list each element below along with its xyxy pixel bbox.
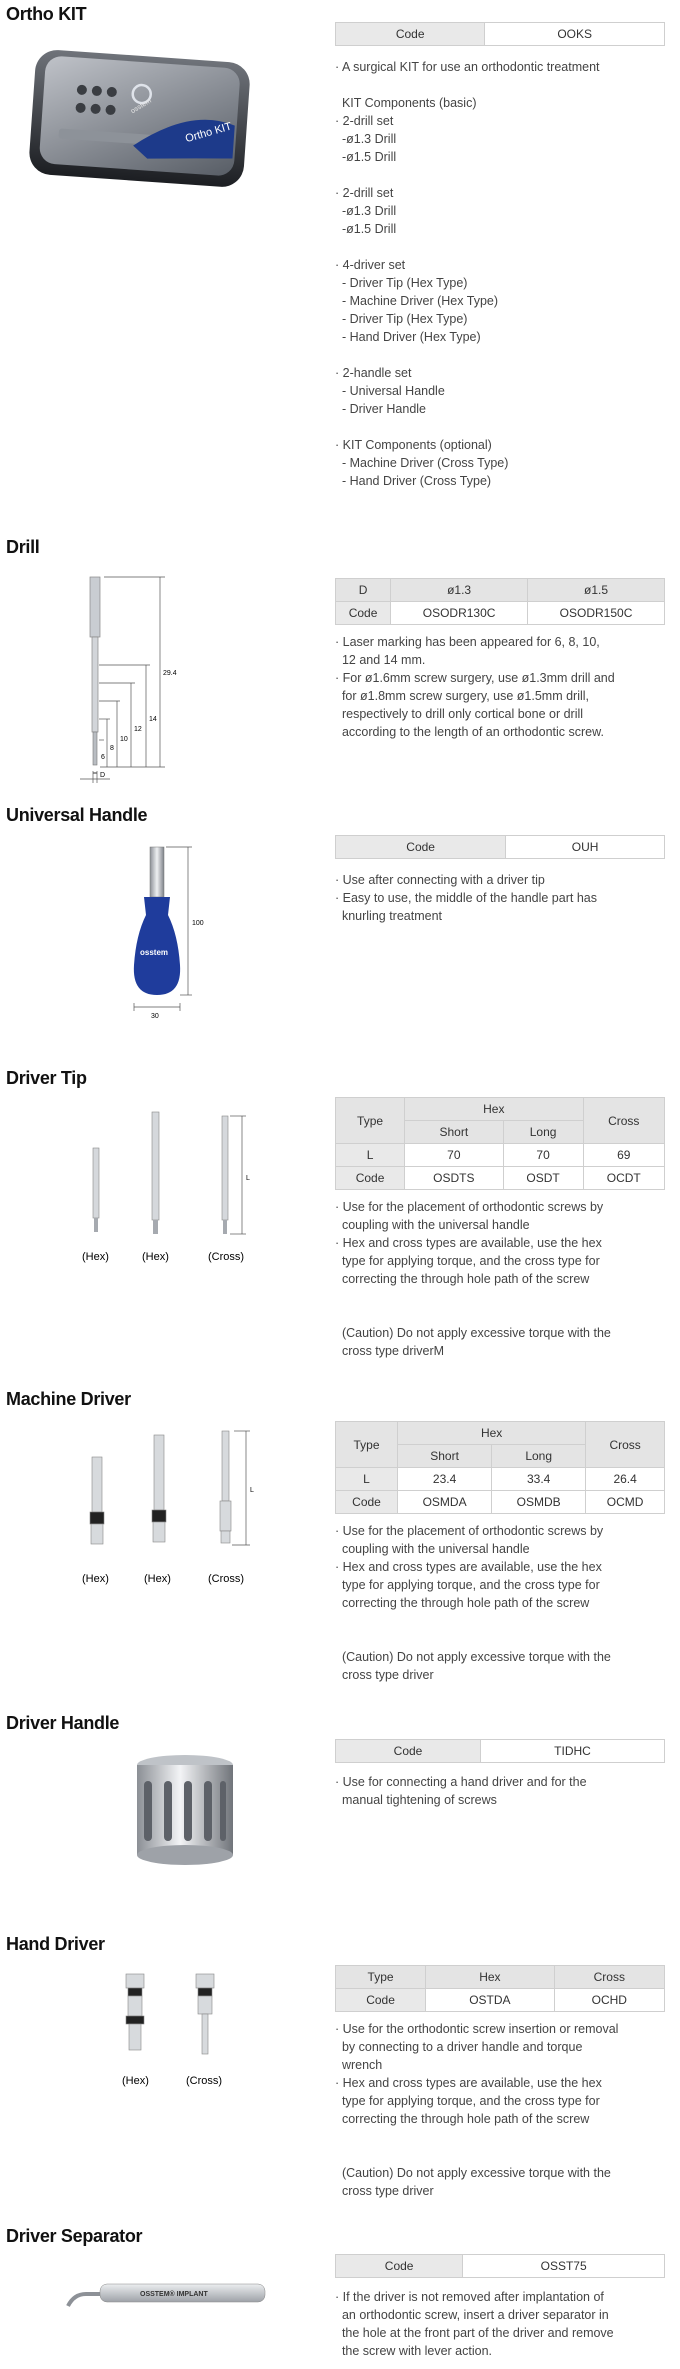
description	[335, 2020, 665, 2200]
dim-6: 6	[101, 754, 105, 761]
desc-line: · For ø1.6mm screw surgery, use ø1.3mm drill and	[335, 671, 615, 685]
desc-line: -ø1.3 Drill	[341, 204, 397, 218]
section-driver-tip	[0, 1068, 680, 1368]
table-header-code: Code	[336, 2255, 463, 2278]
table-cell-code: OSST75	[463, 2255, 665, 2278]
desc-line: - Machine Driver (Hex Type)	[341, 294, 499, 308]
desc-line: correcting the through hole path of the screw	[341, 1272, 590, 1286]
dim-l: L	[246, 1175, 250, 1182]
desc-line: -ø1.3 Drill	[341, 132, 397, 146]
desc-line: - Hand Driver (Cross Type)	[341, 474, 492, 488]
table-header-hex: Hex	[426, 1966, 555, 1989]
table-header-long: Long	[503, 1121, 583, 1144]
desc-line: cross type driverM	[341, 1344, 445, 1358]
section-title: Driver Tip	[6, 1068, 87, 1088]
desc-line: · 2-handle set	[335, 366, 412, 380]
desc-line: · Use after connecting with a driver tip	[335, 873, 545, 887]
table-cell: OCHD	[554, 1989, 664, 2012]
desc-line: - Driver Tip (Hex Type)	[341, 276, 468, 290]
table-cell: OSTDA	[426, 1989, 555, 2012]
table-header-type: Type	[336, 1966, 426, 1989]
table-cell: OSMDB	[492, 1491, 586, 1514]
caption-hex: (Hex)	[144, 1573, 171, 1585]
table-header-code: Code	[336, 602, 391, 625]
section-drill	[0, 537, 680, 787]
desc-line: type for applying torque, and the cross type for	[341, 1254, 600, 1268]
spec-table	[335, 2254, 665, 2278]
table-header-short: Short	[405, 1121, 504, 1144]
spec-table	[335, 1421, 665, 1514]
section-ortho-kit	[0, 4, 680, 488]
desc-line: · Hex and cross types are available, use the hex	[335, 1560, 602, 1574]
dim-8: 8	[110, 745, 114, 752]
dim-14: 14	[149, 716, 157, 723]
desc-line: an orthodontic screw, insert a driver separator in	[341, 2308, 609, 2322]
spec-table	[335, 578, 665, 625]
caption-cross: (Cross)	[208, 1251, 245, 1263]
desc-line: correcting the through hole path of the screw	[341, 1596, 590, 1610]
table-header-l: L	[336, 1144, 405, 1167]
desc-line: type for applying torque, and the cross type for	[341, 1578, 600, 1592]
desc-line: · Easy to use, the middle of the handle part has	[335, 891, 597, 905]
description	[335, 1522, 665, 1684]
brand-label: osstem	[129, 97, 153, 116]
table-header-type: Type	[336, 1422, 398, 1468]
spec-table	[335, 1097, 665, 1190]
desc-line: · KIT Components (optional)	[335, 438, 492, 452]
kit-label: Ortho KIT	[184, 120, 234, 146]
spec-table	[335, 1739, 665, 1763]
table-cell: OCMD	[586, 1491, 665, 1514]
table-cell: OCDT	[583, 1167, 664, 1190]
table-header-code: Code	[336, 1740, 481, 1763]
desc-line: - Universal Handle	[341, 384, 445, 398]
desc-line: the hole at the front part of the driver and remove	[341, 2326, 614, 2340]
desc-line: KIT Components (basic)	[341, 96, 477, 110]
driver-separator-image	[60, 2264, 350, 2324]
desc-line: · If the driver is not removed after implantation of	[335, 2290, 604, 2304]
desc-line: cross type driver	[341, 1668, 434, 1682]
ortho-kit-image	[20, 34, 310, 204]
section-title: Ortho KIT	[6, 4, 87, 24]
desc-line: for ø1.8mm screw surgery, use ø1.5mm drill,	[341, 689, 589, 703]
desc-line: coupling with the universal handle	[341, 1218, 530, 1232]
section-title: Drill	[6, 537, 40, 557]
desc-line: · Laser marking has been appeared for 6, 8, 10,	[335, 635, 600, 649]
desc-line: by connecting to a driver handle and torque	[341, 2040, 583, 2054]
table-header-long: Long	[492, 1445, 586, 1468]
caption-cross: (Cross)	[208, 1573, 245, 1585]
desc-line: · Use for the orthodontic screw insertion or removal	[335, 2022, 619, 2036]
desc-line: the screw with lever action.	[341, 2344, 493, 2358]
desc-line: · Hex and cross types are available, use the hex	[335, 2076, 602, 2090]
table-cell: 26.4	[586, 1468, 665, 1491]
desc-line: correcting the through hole path of the screw	[341, 2112, 590, 2126]
dim-d: D	[100, 772, 106, 779]
brand-label: OSSTEM® IMPLANT	[140, 2291, 208, 2298]
caption-hex: (Hex)	[82, 1573, 109, 1585]
driver-tip-image	[70, 1110, 360, 1280]
table-header-short: Short	[398, 1445, 492, 1468]
desc-line: · 2-drill set	[335, 186, 394, 200]
description	[335, 1198, 665, 1360]
desc-line: - Driver Tip (Hex Type)	[341, 312, 468, 326]
desc-line: - Machine Driver (Cross Type)	[341, 456, 509, 470]
dim-10: 10	[120, 736, 128, 743]
description	[335, 2288, 665, 2360]
table-header-type: Type	[336, 1098, 405, 1144]
dim-height: 100	[192, 920, 204, 927]
desc-line: -ø1.5 Drill	[341, 150, 397, 164]
desc-line: - Hand Driver (Hex Type)	[341, 330, 481, 344]
desc-line: - Driver Handle	[341, 402, 427, 416]
section-driver-handle	[0, 1713, 680, 1913]
dim-12: 12	[134, 726, 142, 733]
table-cell: 33.4	[492, 1468, 586, 1491]
desc-line: cross type driver	[341, 2184, 434, 2198]
caption-hex: (Hex)	[142, 1251, 169, 1263]
table-header-hex: Hex	[405, 1098, 583, 1121]
table-header-code: Code	[336, 1491, 398, 1514]
section-title: Universal Handle	[6, 805, 148, 825]
table-header-d: D	[336, 579, 391, 602]
table-header-l: L	[336, 1468, 398, 1491]
dim-total: 29.4	[163, 670, 177, 677]
desc-line: · 4-driver set	[335, 258, 406, 272]
desc-line: · Use for the placement of orthodontic screws by	[335, 1200, 604, 1214]
table-cell: OSDT	[503, 1167, 583, 1190]
desc-line: 12 and 14 mm.	[341, 653, 426, 667]
table-cell: 23.4	[398, 1468, 492, 1491]
table-header-code: Code	[336, 23, 485, 46]
table-header-cross: Cross	[586, 1422, 665, 1468]
machine-driver-image	[70, 1427, 360, 1602]
table-cell: OSMDA	[398, 1491, 492, 1514]
desc-line: respectively to drill only cortical bone or drill	[341, 707, 584, 721]
table-header-hex: Hex	[398, 1422, 586, 1445]
desc-line: · Hex and cross types are available, use the hex	[335, 1236, 602, 1250]
desc-line: -ø1.5 Drill	[341, 222, 397, 236]
table-cell: 70	[405, 1144, 504, 1167]
caption-hex: (Hex)	[122, 2075, 149, 2087]
table-header-cross: Cross	[583, 1098, 664, 1144]
description	[335, 1773, 665, 1809]
desc-line: · 2-drill set	[335, 114, 394, 128]
table-cell: 70	[503, 1144, 583, 1167]
section-title: Driver Handle	[6, 1713, 120, 1733]
spec-table	[335, 22, 665, 46]
description	[335, 633, 665, 741]
section-universal-handle	[0, 805, 680, 1025]
table-header-d1: ø1.3	[391, 579, 528, 602]
desc-line: (Caution) Do not apply excessive torque with the	[341, 2166, 611, 2180]
desc-line: manual tightening of screws	[341, 1793, 497, 1807]
desc-line: (Caution) Do not apply excessive torque with the	[341, 1326, 611, 1340]
table-cell: OSDTS	[405, 1167, 504, 1190]
caption-hex: (Hex)	[82, 1251, 109, 1263]
table-header-code: Code	[336, 836, 506, 859]
table-cell-code: OOKS	[485, 23, 665, 46]
desc-line: type for applying torque, and the cross type for	[341, 2094, 600, 2108]
table-header-code: Code	[336, 1989, 426, 2012]
dim-l: L	[250, 1487, 254, 1494]
caption-cross: (Cross)	[186, 2075, 223, 2087]
desc-line: · Use for connecting a hand driver and for the	[335, 1775, 587, 1789]
dim-width: 30	[151, 1013, 159, 1020]
table-header-cross: Cross	[554, 1966, 664, 1989]
section-hand-driver	[0, 1934, 680, 2204]
spec-table	[335, 835, 665, 859]
section-driver-separator	[0, 2226, 680, 2366]
desc-line: wrench	[341, 2058, 383, 2072]
drill-diagram	[60, 575, 350, 785]
table-cell: OSODR130C	[391, 602, 528, 625]
table-header-d2: ø1.5	[528, 579, 665, 602]
section-title: Machine Driver	[6, 1389, 131, 1409]
brand-label: osstem	[140, 948, 169, 957]
desc-line: knurling treatment	[341, 909, 443, 923]
description	[335, 58, 665, 490]
section-title: Driver Separator	[6, 2226, 143, 2246]
desc-line: (Caution) Do not apply excessive torque with the	[341, 1650, 611, 1664]
desc-line: coupling with the universal handle	[341, 1542, 530, 1556]
desc-line: · Use for the placement of orthodontic screws by	[335, 1524, 604, 1538]
table-header-code: Code	[336, 1167, 405, 1190]
section-machine-driver	[0, 1389, 680, 1689]
table-cell-code: OUH	[506, 836, 665, 859]
desc-line: · A surgical KIT for use an orthodontic treatment	[335, 60, 600, 74]
table-cell-code: TIDHC	[481, 1740, 665, 1763]
table-cell: 69	[583, 1144, 664, 1167]
table-cell: OSODR150C	[528, 602, 665, 625]
spec-table	[335, 1965, 665, 2012]
desc-line: according to the length of an orthodontic screw.	[341, 725, 604, 739]
section-title: Hand Driver	[6, 1934, 105, 1954]
description	[335, 871, 665, 925]
